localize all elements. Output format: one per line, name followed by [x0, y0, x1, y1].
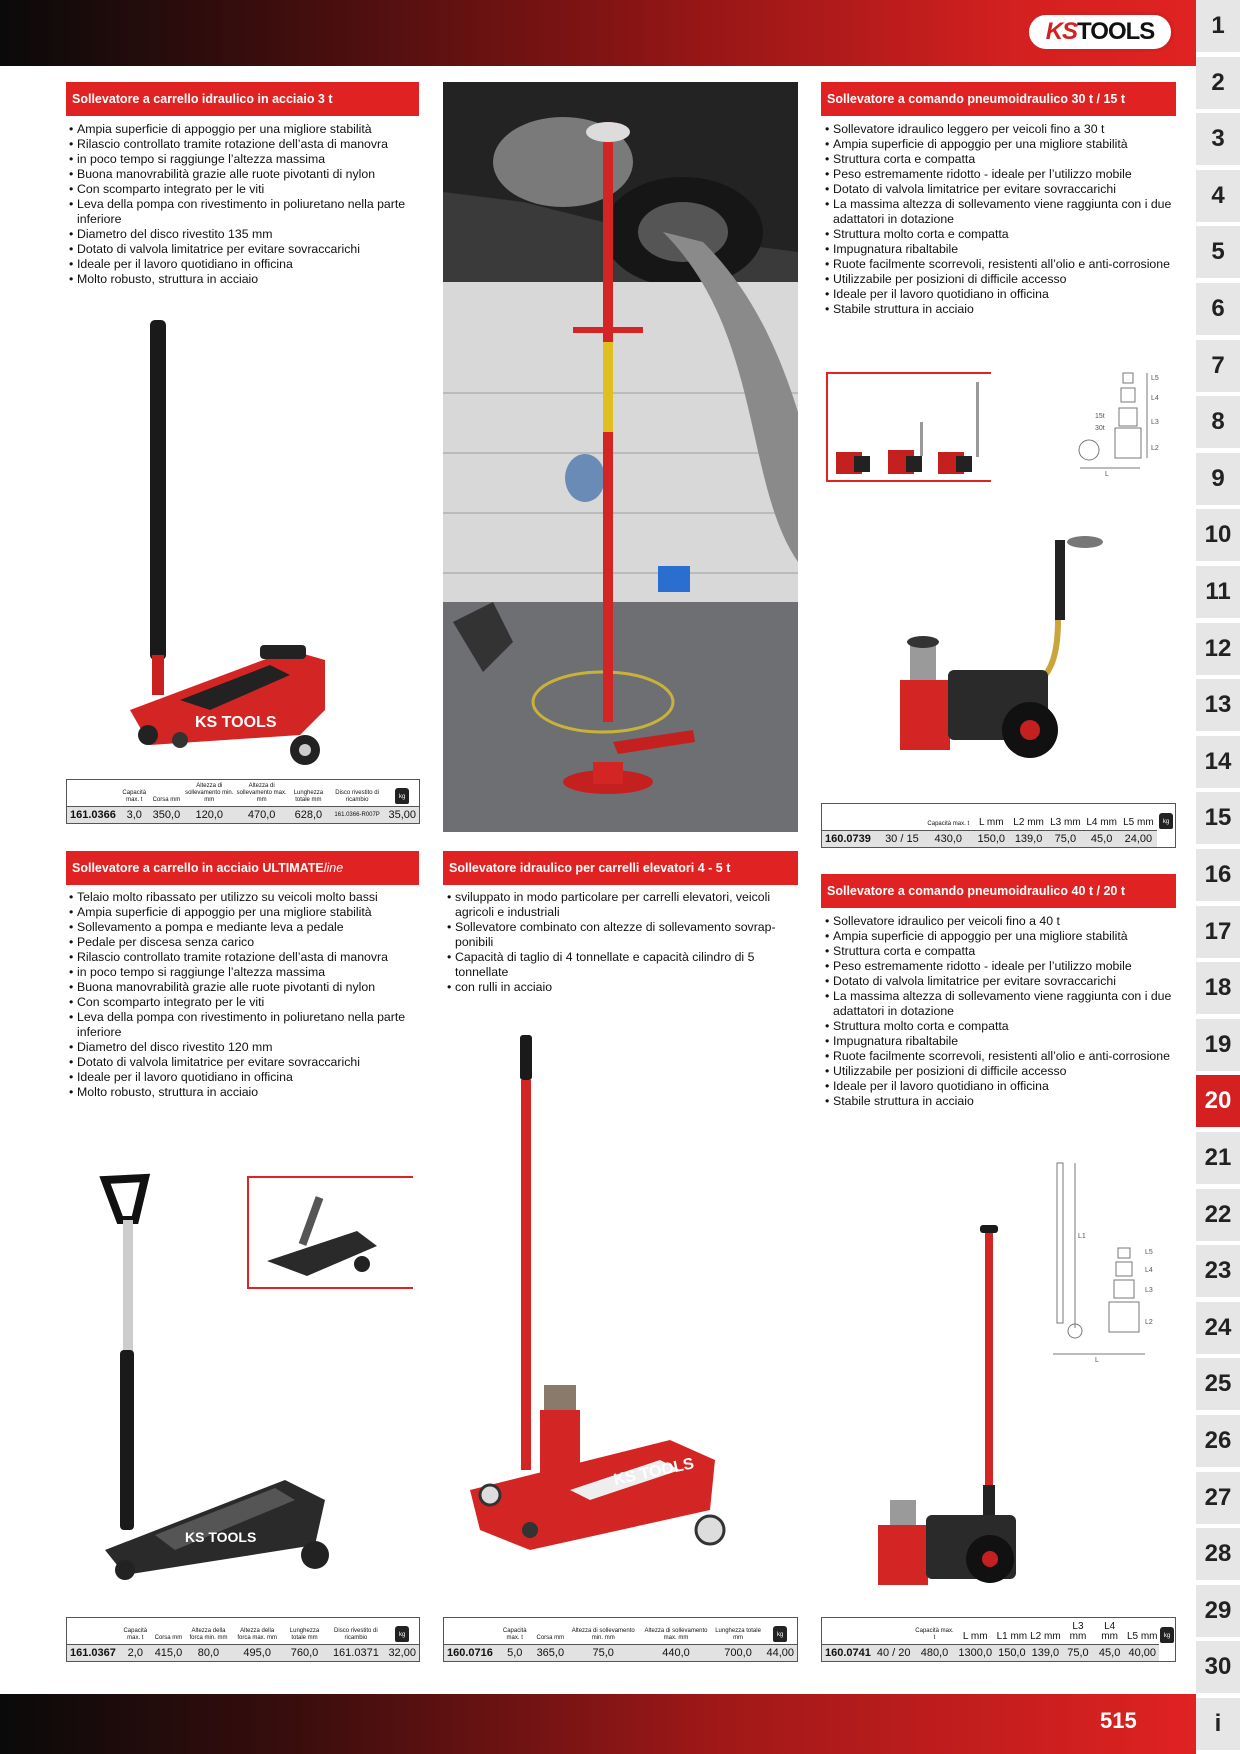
bullet-item: • Struttura corta e compatta — [825, 152, 1176, 167]
chapter-tab-8[interactable]: 8 — [1196, 396, 1240, 448]
weight-icon: kg — [1160, 1627, 1174, 1643]
value-cell: 470,0 — [235, 807, 288, 824]
header-cell: L1 mm — [996, 1631, 1028, 1642]
svg-text:L: L — [1105, 471, 1109, 478]
header-cell-blank — [67, 1618, 119, 1645]
chapter-tab-23[interactable]: 23 — [1196, 1245, 1240, 1297]
bullet-item: • Molto robusto, struttura in acciaio — [69, 272, 419, 287]
bullet-item: • Buona manovrabilità grazie alle ruote pivotanti di nylon — [69, 167, 419, 182]
header-cell: L3 mm — [1069, 1621, 1087, 1642]
svg-text:30t: 30t — [1095, 425, 1105, 432]
header-cell — [1159, 1618, 1176, 1645]
value-cell: 45,0 — [1084, 831, 1120, 848]
bullet-item: • Ruote facilmente scorrevoli, resistenti all’olio e anti-corrosione — [825, 257, 1176, 272]
value-cell: 2,0 — [119, 1645, 152, 1662]
chapter-tab-10[interactable]: 10 — [1196, 509, 1240, 561]
table-header-row — [822, 804, 1176, 831]
bullet-list-p4 — [447, 890, 798, 995]
bullet-item: • Buona manovrabilità grazie alle ruote pivotanti di nylon — [69, 980, 419, 995]
value-cell: 161.0371 — [326, 1645, 385, 1662]
value-cell: 40,00 — [1125, 1645, 1159, 1662]
table-row — [822, 1645, 1176, 1662]
svg-text:L4: L4 — [1151, 395, 1159, 402]
chapter-tab-20[interactable]: 20 — [1196, 1075, 1240, 1127]
bullet-item: • con rulli in acciaio — [447, 980, 798, 995]
bullet-item: • Sollevatore idraulico per veicoli fino a 40 t — [825, 914, 1176, 929]
value-cell: 44,00 — [763, 1645, 797, 1662]
chapter-tab-19[interactable]: 19 — [1196, 1019, 1240, 1071]
page-number: 515 — [1100, 1708, 1137, 1733]
weight-icon: kg — [1159, 813, 1173, 829]
value-cell: 139,0 — [1029, 1645, 1063, 1662]
header-cell: L4 mm — [1086, 817, 1117, 828]
bullet-item: • Dotato di valvola limitatrice per evitare sovraccarichi — [69, 242, 419, 257]
chapter-tab-7[interactable]: 7 — [1196, 340, 1240, 392]
table-header-row — [444, 1618, 798, 1645]
value-cell: 150,0 — [995, 1645, 1029, 1662]
bullet-item: • Ideale per il lavoro quotidiano in officina — [69, 257, 419, 272]
value-cell: 35,00 — [385, 807, 419, 824]
photo-jack-under-vehicle — [443, 82, 798, 832]
svg-text:L2: L2 — [1151, 445, 1159, 452]
bullet-item: • Utilizzabile per posizioni di difficile accesso — [825, 1064, 1176, 1079]
svg-text:L5: L5 — [1151, 375, 1159, 382]
bullet-item: • Ideale per il lavoro quotidiano in officina — [69, 1070, 419, 1085]
value-cell: 365,0 — [534, 1645, 568, 1662]
article-number-cell: 161.0367 — [67, 1645, 119, 1662]
value-cell: 495,0 — [232, 1645, 283, 1662]
value-cell: 700,0 — [713, 1645, 764, 1662]
logo-tools: TOOLS — [1077, 18, 1155, 45]
bullet-item: • Ampia superficie di appoggio per una migliore stabilità — [825, 137, 1176, 152]
value-cell: 628,0 — [288, 807, 329, 824]
header-cell: L4 mm — [1101, 1621, 1118, 1642]
bullet-item: • Dotato di valvola limitatrice per evitare sovraccarichi — [825, 182, 1176, 197]
bullet-item: • Struttura molto corta e compatta — [825, 1019, 1176, 1034]
chapter-tab-29[interactable]: 29 — [1196, 1585, 1240, 1637]
chapter-tab-6[interactable]: 6 — [1196, 283, 1240, 335]
bullet-item: • Diametro del disco rivestito 120 mm — [69, 1040, 419, 1055]
chapter-tab-3[interactable]: 3 — [1196, 113, 1240, 165]
product-image-trolley-jack-3t — [120, 315, 360, 775]
bullet-item: • Rilascio controllato tramite rotazione dell’asta di manovra — [69, 950, 419, 965]
value-cell: 760,0 — [283, 1645, 327, 1662]
table-header-row — [67, 780, 420, 807]
logo-ks: KS — [1045, 18, 1078, 45]
bullet-item: • Leva della pompa con rivestimento in poliuretano nella parte inferiore — [69, 197, 419, 227]
header-cell-blank — [822, 804, 880, 831]
bullet-item: • Ampia superficie di appoggio per una migliore stabilità — [69, 905, 419, 920]
table-header-row — [822, 1618, 1176, 1645]
section-title-p4: Sollevatore idraulico per carrelli elevatori 4 - 5 t — [443, 851, 798, 885]
chapter-tab-27[interactable]: 27 — [1196, 1472, 1240, 1524]
product-image-forklift-jack — [470, 1030, 775, 1605]
header-cell — [763, 1618, 797, 1645]
bullet-item: • Sollevatore idraulico leggero per veicoli fino a 30 t — [825, 122, 1176, 137]
header-cell-blank — [874, 1618, 914, 1645]
table-row — [444, 1645, 798, 1662]
table-row — [822, 831, 1176, 848]
bullet-item: • Peso estremamente ridotto - ideale per l’utilizzo mobile — [825, 167, 1176, 182]
bullet-item: • La massima altezza di sollevamento viene raggiunta con i due adattatori in dotazione — [825, 197, 1176, 227]
header-cell: Disco rivestito di ricambio — [334, 1628, 378, 1641]
chapter-tab-4[interactable]: 4 — [1196, 170, 1240, 222]
bullet-item: • Utilizzabile per posizioni di difficile accesso — [825, 272, 1176, 287]
header-cell: Lunghezza totale mm — [293, 790, 324, 803]
chapter-tab-1[interactable]: 1 — [1196, 0, 1240, 52]
svg-text:L: L — [1095, 1357, 1099, 1363]
bullet-item: • Pedale per discesa senza carico — [69, 935, 419, 950]
bullet-item: • Ideale per il lavoro quotidiano in officina — [825, 287, 1176, 302]
value-cell: 3,0 — [119, 807, 150, 824]
bullet-item: • in poco tempo si raggiunge l’altezza massima — [69, 965, 419, 980]
header-cell-blank — [67, 780, 119, 807]
chapter-tab-9[interactable]: 9 — [1196, 453, 1240, 505]
chapter-tab-24[interactable]: 24 — [1196, 1302, 1240, 1354]
section-title-p3: Sollevatore a carrello in acciaio ULTIMATE line — [66, 851, 419, 885]
bullet-item: • Dotato di valvola limitatrice per evitare sovraccarichi — [69, 1055, 419, 1070]
bullet-item: • Leva della pompa con rivestimento in poliuretano nella parte inferiore — [69, 1010, 419, 1040]
bullet-list-p2 — [825, 122, 1176, 317]
chapter-tab-30[interactable]: 30 — [1196, 1641, 1240, 1693]
value-cell: 75,0 — [1047, 831, 1083, 848]
value-cell: 5,0 — [496, 1645, 534, 1662]
weight-icon: kg — [395, 788, 409, 804]
chapter-tab-i[interactable]: i — [1196, 1698, 1240, 1750]
value-cell: 350,0 — [150, 807, 184, 824]
footer-bar — [0, 1694, 1196, 1754]
product-logo-p1: KS TOOLS — [195, 714, 277, 731]
header-cell: Altezza di sollevamento max. mm — [236, 783, 287, 803]
chapter-tab-11[interactable]: 11 — [1196, 566, 1240, 618]
bullet-item: • Rilascio controllato tramite rotazione dell’asta di manovra — [69, 137, 419, 152]
chapter-tab-16[interactable]: 16 — [1196, 849, 1240, 901]
chapter-tab-22[interactable]: 22 — [1196, 1189, 1240, 1241]
value-cell: 75,0 — [1062, 1645, 1094, 1662]
header-cell: L2 mm — [1013, 817, 1044, 828]
bullet-item: • Con scomparto integrato per le viti — [69, 995, 419, 1010]
table-header-row — [67, 1618, 420, 1645]
section-title-p1: Sollevatore a carrello idraulico in acciaio 3 t — [66, 82, 419, 116]
header-cell: L2 mm — [1030, 1631, 1061, 1642]
header-cell: Lunghezza totale mm — [289, 1628, 320, 1641]
table-row — [67, 1645, 420, 1662]
dimension-diagram-30t — [1075, 368, 1170, 478]
chapter-tab-2[interactable]: 2 — [1196, 57, 1240, 109]
article-number-cell: 160.0716 — [444, 1645, 496, 1662]
header-cell: L3 mm — [1050, 817, 1081, 828]
header-cell — [385, 780, 419, 807]
spec-table-p5 — [821, 1617, 1176, 1662]
svg-text:L1: L1 — [1078, 1233, 1086, 1240]
value-cell: 150,0 — [973, 831, 1010, 848]
value-cell: 80,0 — [185, 1645, 232, 1662]
article-number-cell: 160.0739 — [822, 831, 880, 848]
spec-table-p3 — [66, 1617, 420, 1662]
value-cell: 161.0366-R007P — [329, 807, 386, 824]
spec-table-p1 — [66, 779, 420, 824]
table-row — [67, 807, 420, 824]
header-cell: L5 mm — [1126, 1631, 1158, 1642]
value-cell: 30 / 15 — [880, 831, 924, 848]
header-cell: Capacità max. t — [927, 821, 970, 827]
bullet-item: • Ruote facilmente scorrevoli, resistenti all’olio e anti-corrosione — [825, 1049, 1176, 1064]
header-cell: Capacità max. t — [915, 1628, 954, 1641]
header-cell — [385, 1618, 419, 1645]
brand-logo — [1026, 12, 1174, 52]
section-title-p2: Sollevatore a comando pneumoidraulico 30 t / 15 t — [821, 82, 1176, 116]
chapter-tab-18[interactable]: 18 — [1196, 962, 1240, 1014]
bullet-item: • Dotato di valvola limitatrice per evitare sovraccarichi — [825, 974, 1176, 989]
header-cell-blank — [444, 1618, 496, 1645]
bullet-item: • Impugnatura ribaltabile — [825, 242, 1176, 257]
svg-text:15t: 15t — [1095, 413, 1105, 420]
article-number-cell: 160.0741 — [822, 1645, 874, 1662]
value-cell: 24,00 — [1120, 831, 1157, 848]
header-cell: Altezza della forca min. mm — [189, 1628, 228, 1641]
header-cell: Capacità max. t — [122, 790, 147, 803]
bullet-list-p1 — [69, 122, 419, 287]
bullet-item: • Struttura molto corta e compatta — [825, 227, 1176, 242]
value-cell: 1300,0 — [955, 1645, 995, 1662]
svg-text:L2: L2 — [1145, 1319, 1153, 1326]
value-cell: 45,0 — [1094, 1645, 1126, 1662]
weight-icon: kg — [773, 1626, 787, 1642]
chapter-tab-5[interactable]: 5 — [1196, 226, 1240, 278]
chapter-tab-12[interactable]: 12 — [1196, 623, 1240, 675]
bullet-item: • Impugnatura ribaltabile — [825, 1034, 1176, 1049]
section-title-p5: Sollevatore a comando pneumoidraulico 40 t / 20 t — [821, 874, 1176, 908]
bullet-list-p5 — [825, 914, 1176, 1109]
value-cell: 139,0 — [1010, 831, 1047, 848]
header-cell: Lunghezza totale mm — [715, 1628, 761, 1641]
chapter-tab-15[interactable]: 15 — [1196, 792, 1240, 844]
header-bar — [0, 0, 1196, 66]
dimension-diagram-40t — [1045, 1158, 1165, 1363]
header-cell-blank — [822, 1618, 874, 1645]
bullet-item: • Molto robusto, struttura in acciaio — [69, 1085, 419, 1100]
bullet-item: • Ampia superficie di appoggio per una migliore stabilità — [825, 929, 1176, 944]
spec-table-p4 — [443, 1617, 798, 1662]
product-image-pneumatic-jack-40t — [870, 1215, 1040, 1595]
value-cell: 440,0 — [639, 1645, 712, 1662]
header-cell: Disco rivestito di ricambio — [335, 790, 379, 803]
chapter-tab-26[interactable]: 26 — [1196, 1415, 1240, 1467]
bullet-item: • Diametro del disco rivestito 135 mm — [69, 227, 419, 242]
bullet-item: • in poco tempo si raggiunge l’altezza massima — [69, 152, 419, 167]
weight-icon: kg — [395, 1626, 409, 1642]
bullet-item: • Capacità di taglio di 4 tonnellate e capacità cilindro di 5 tonnellate — [447, 950, 798, 980]
chapter-tab-13[interactable]: 13 — [1196, 679, 1240, 731]
header-cell: Corsa mm — [154, 1635, 183, 1641]
inset-photo-jack-configurations — [826, 372, 991, 482]
svg-text:L5: L5 — [1145, 1249, 1153, 1256]
header-cell: Corsa mm — [152, 797, 181, 803]
chapter-tab-28[interactable]: 28 — [1196, 1528, 1240, 1580]
spec-table-p2 — [821, 803, 1176, 848]
value-cell: 480,0 — [914, 1645, 956, 1662]
header-cell: Capacità max. t — [123, 1628, 148, 1641]
bullet-item: • Struttura corta e compatta — [825, 944, 1176, 959]
header-cell: Corsa mm — [536, 1635, 565, 1641]
product-image-pneumatic-jack-30t — [880, 530, 1110, 765]
product-logo-p3: KS TOOLS — [185, 1529, 257, 1545]
chapter-tab-14[interactable]: 14 — [1196, 736, 1240, 788]
header-cell: L mm — [978, 817, 1004, 828]
value-cell: 415,0 — [152, 1645, 186, 1662]
bullet-item: • Sollevamento a pompa e mediante leva a pedale — [69, 920, 419, 935]
bullet-item: • Ideale per il lavoro quotidiano in officina — [825, 1079, 1176, 1094]
chapter-tab-21[interactable]: 21 — [1196, 1132, 1240, 1184]
value-cell: 430,0 — [924, 831, 973, 848]
svg-text:L3: L3 — [1145, 1287, 1153, 1294]
value-cell: 75,0 — [567, 1645, 639, 1662]
bullet-item: • Telaio molto ribassato per utilizzo su veicoli molto bassi — [69, 890, 419, 905]
value-cell: 120,0 — [183, 807, 235, 824]
article-number-cell: 161.0366 — [67, 807, 119, 824]
header-cell: L mm — [962, 1631, 988, 1642]
header-cell: Altezza di sollevamento max. mm — [644, 1628, 708, 1641]
value-cell: 40 / 20 — [874, 1645, 914, 1662]
chapter-tab-25[interactable]: 25 — [1196, 1358, 1240, 1410]
bullet-list-p3 — [69, 890, 419, 1100]
bullet-item: • Peso estremamente ridotto - ideale per l’utilizzo mobile — [825, 959, 1176, 974]
header-cell-blank — [880, 804, 924, 831]
bullet-item: • La massima altezza di sollevamento viene raggiunta con i due adattatori in dotazione — [825, 989, 1176, 1019]
chapter-tab-17[interactable]: 17 — [1196, 906, 1240, 958]
bullet-item: • Con scomparto integrato per le viti — [69, 182, 419, 197]
header-cell: L5 mm — [1123, 817, 1154, 828]
header-cell: Altezza di sollevamento min. mm — [185, 783, 234, 803]
value-cell: 32,00 — [385, 1645, 419, 1662]
bullet-item: • sviluppato in modo particolare per carrelli elevatori, veicoli agricoli e industriali — [447, 890, 798, 920]
svg-text:L3: L3 — [1151, 419, 1159, 426]
product-logo-p4: KS TOOLS — [612, 1455, 696, 1489]
bullet-item: • Stabile struttura in acciaio — [825, 302, 1176, 317]
svg-text:L4: L4 — [1145, 1267, 1153, 1274]
header-cell: Altezza della forca max. mm — [237, 1628, 277, 1641]
product-image-ultimate-jack — [85, 1170, 355, 1595]
bullet-item: • Ampia superficie di appoggio per una migliore stabilità — [69, 122, 419, 137]
header-cell: Altezza di sollevamento min. mm — [571, 1628, 635, 1641]
bullet-item: • Sollevatore combinato con altezze di sollevamento sovrap-ponibili — [447, 920, 798, 950]
header-cell: Capacità max. t — [502, 1628, 527, 1641]
bullet-item: • Stabile struttura in acciaio — [825, 1094, 1176, 1109]
header-cell — [1157, 804, 1175, 831]
